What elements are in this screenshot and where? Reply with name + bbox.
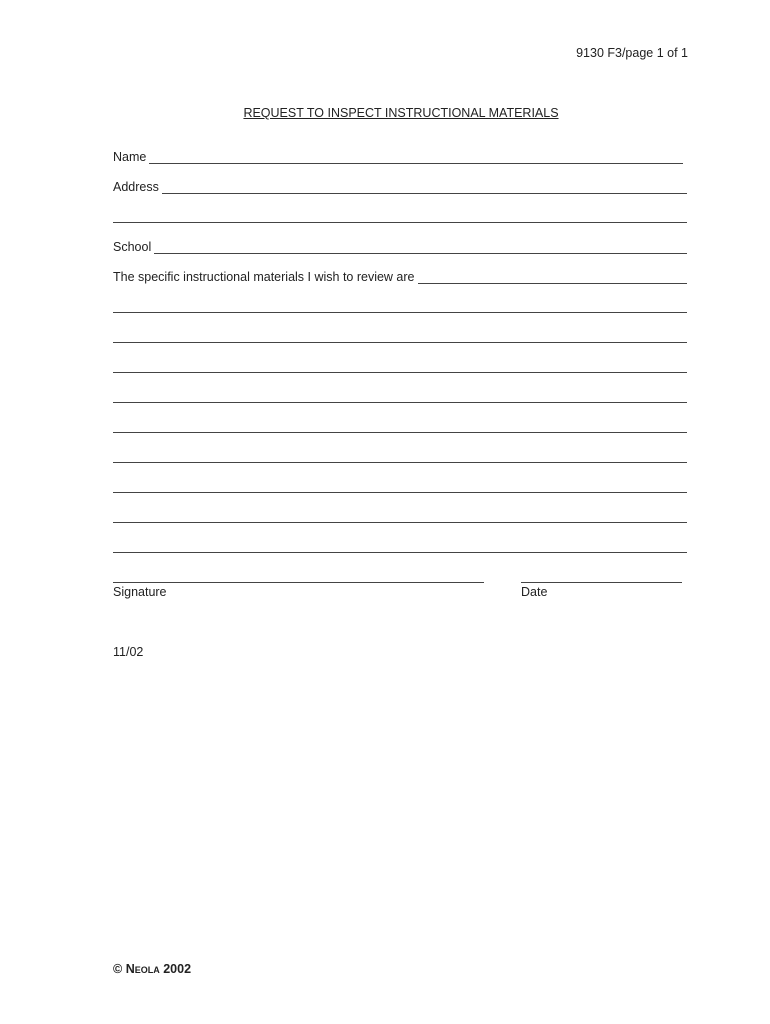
signature-label: Signature xyxy=(113,585,167,599)
materials-line[interactable] xyxy=(113,342,687,343)
materials-label: The specific instructional materials I wish to review are xyxy=(113,270,415,284)
copyright-year: 2002 xyxy=(163,962,192,976)
materials-line[interactable] xyxy=(113,522,687,523)
address-row xyxy=(113,180,687,194)
materials-line[interactable] xyxy=(113,462,687,463)
name-field[interactable] xyxy=(149,152,683,164)
form-title: REQUEST TO INSPECT INSTRUCTIONAL MATERIALS xyxy=(243,106,559,120)
revision-date: 11/02 xyxy=(113,645,144,659)
materials-line[interactable] xyxy=(113,372,687,373)
materials-line[interactable] xyxy=(113,492,687,493)
signature-field[interactable] xyxy=(113,582,484,583)
materials-line[interactable] xyxy=(113,402,687,403)
date-label: Date xyxy=(521,585,548,599)
materials-field[interactable] xyxy=(418,272,687,284)
address-field-line-2[interactable] xyxy=(113,222,687,223)
copyright-name: Neola xyxy=(125,962,160,976)
date-field[interactable] xyxy=(521,582,682,583)
materials-row xyxy=(113,270,687,284)
materials-line[interactable] xyxy=(113,312,687,313)
materials-line[interactable] xyxy=(113,552,687,553)
address-field[interactable] xyxy=(162,182,687,194)
copyright-notice xyxy=(113,962,191,976)
school-row xyxy=(113,240,687,254)
copyright-symbol: © xyxy=(113,962,123,976)
school-label: School xyxy=(113,240,152,254)
name-label: Name xyxy=(113,150,147,164)
address-label: Address xyxy=(113,180,159,194)
name-row xyxy=(113,150,683,164)
page-reference: 9130 F3/page 1 of 1 xyxy=(576,46,688,60)
materials-line[interactable] xyxy=(113,432,687,433)
school-field[interactable] xyxy=(154,242,687,254)
